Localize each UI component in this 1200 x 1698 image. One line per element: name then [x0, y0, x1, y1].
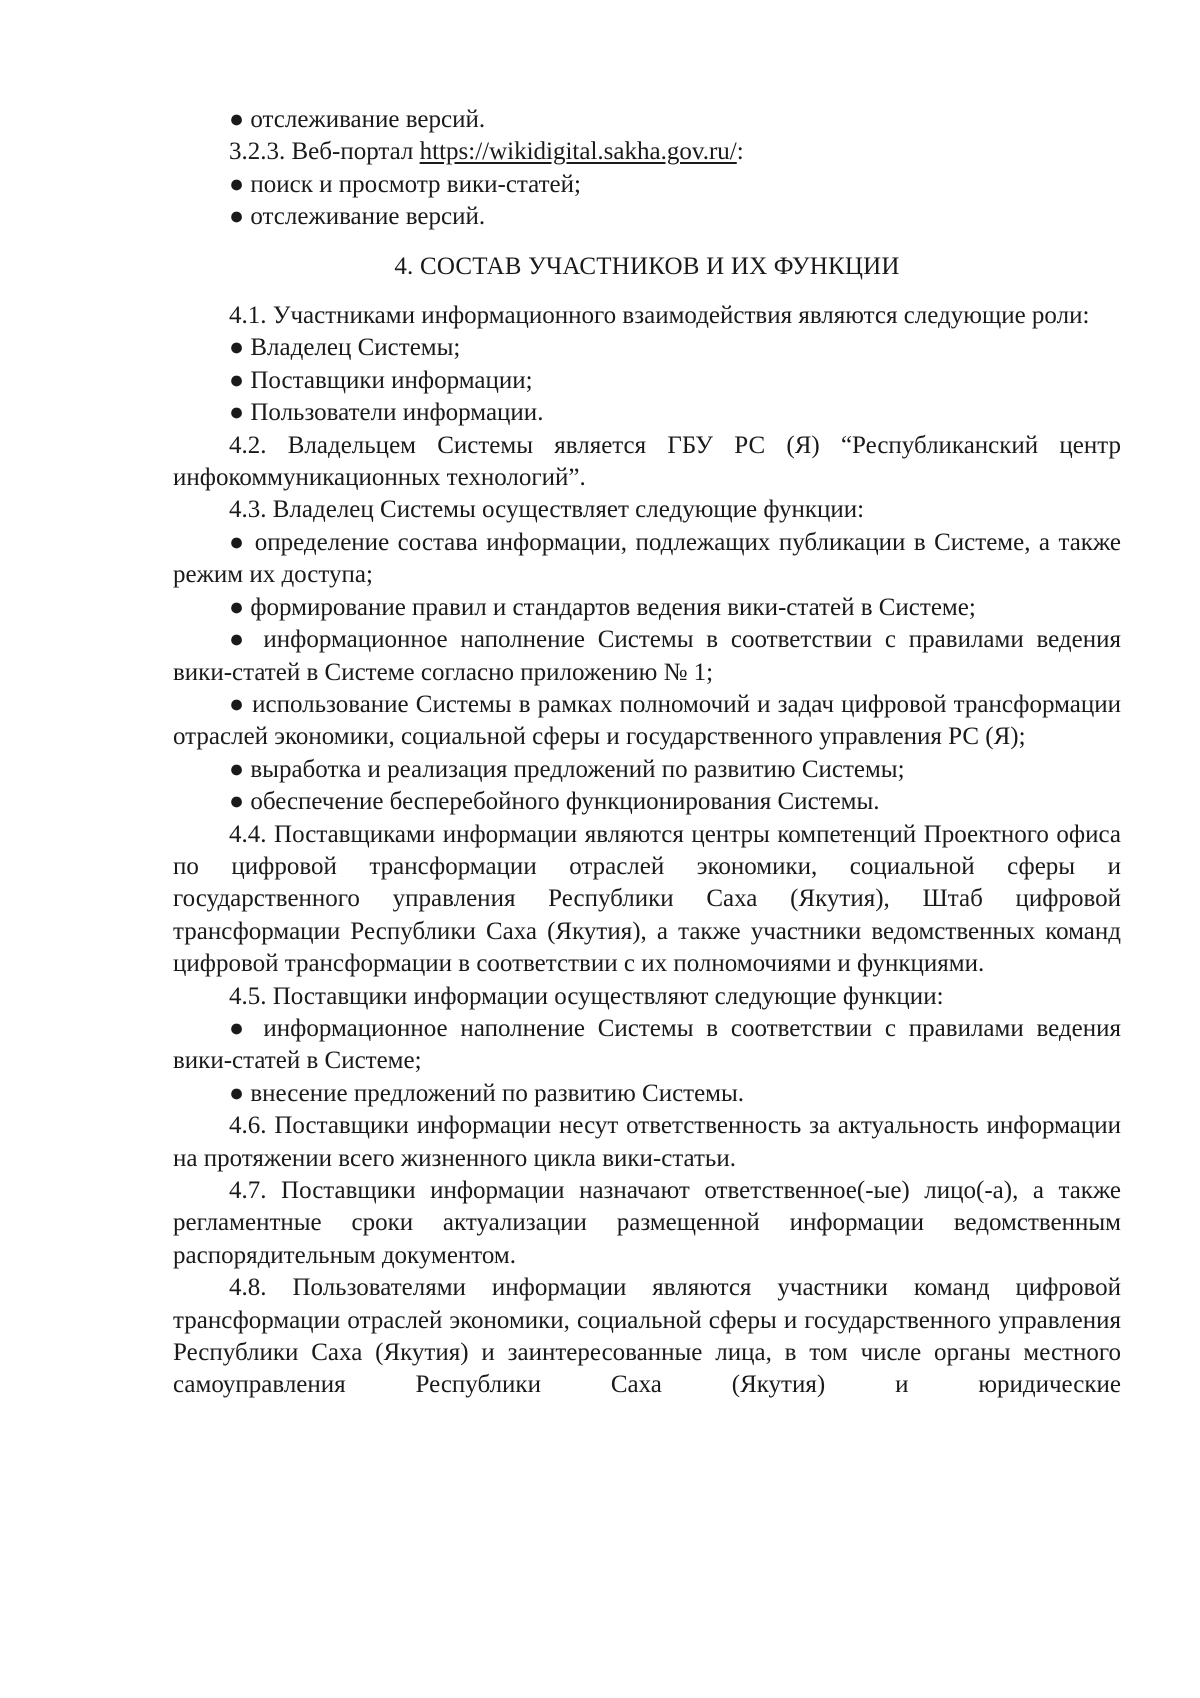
paragraph-4-5: 4.5. Поставщики информации осуществляют следующие функции:	[229, 982, 944, 1010]
paragraph-4-8: 4.8. Пользователями информации являются участники команд цифровой трансформации отраслей экономики, социальной сферы и государственного управления Республики Саха (Якутия) и заинтересованные лица, в том числе органы местного самоуправления Республики Саха (Якутия) и юридические	[173, 1274, 1121, 1399]
item-3-2-3-suffix: :	[736, 138, 744, 166]
paragraph-4-4: 4.4. Поставщиками информации являются центры компетенций Проектного офиса по цифровой трансформации отраслей экономики, социальной сферы и государственного управления Республики Саха (Якутия), Штаб цифровой трансформации Республики Саха (Якутия), а также участники ведомственных команд цифровой трансформации в соответствии с их полномочиями и функциями.	[173, 820, 1121, 978]
paragraph-4-3: 4.3. Владелец Системы осуществляет следующие функции:	[229, 496, 865, 524]
bullet-search-view: ● поиск и просмотр вики-статей;	[229, 170, 581, 198]
bullet-4-3-rules: ● формирование правил и стандартов ведения вики-статей в Системе;	[229, 593, 976, 621]
bullet-4-5-proposals: ● внесение предложений по развитию Системы.	[229, 1079, 745, 1107]
bullet-version-tracking-1: ● отслеживание версий.	[229, 106, 486, 133]
bullet-4-3-usage: ● использование Системы в рамках полномочий и задач цифровой трансформации отраслей экономики, социальной сферы и государственного управления РС (Я);	[173, 690, 1121, 751]
bullet-version-tracking-2: ● отслеживание версий.	[229, 203, 486, 231]
paragraph-4-2: 4.2. Владельцем Системы является ГБУ РС (Я) “Республиканский центр инфокоммуникационных технологий”.	[173, 431, 1121, 492]
bullet-suppliers: ● Поставщики информации;	[229, 366, 533, 394]
paragraph-4-1: 4.1. Участниками информационного взаимодействия являются следующие роли:	[229, 302, 1090, 330]
section-4-heading: 4. СОСТАВ УЧАСТНИКОВ И ИХ ФУНКЦИИ	[394, 252, 900, 280]
item-3-2-3-prefix: 3.2.3. Веб-портал	[229, 138, 420, 166]
bullet-4-3-proposals: ● выработка и реализация предложений по развитию Системы;	[229, 755, 905, 783]
item-3-2-3	[173, 136, 1121, 168]
bullet-4-3-composition: ● определение состава информации, подлежащих публикации в Системе, а также режим их доступа;	[173, 528, 1121, 589]
wikidigital-portal-link[interactable]: https://wikidigital.sakha.gov.ru/	[419, 138, 737, 166]
document-page	[173, 104, 1121, 1402]
paragraph-4-7: 4.7. Поставщики информации назначают ответственное(-ые) лицо(-а), а также регламентные сроки актуализации размещенной информации ведомственным распорядительным документом.	[173, 1177, 1121, 1269]
bullet-owner: ● Владелец Системы;	[229, 334, 461, 362]
bullet-users: ● Пользователи информации.	[229, 399, 544, 427]
bullet-4-3-filling: ● информационное наполнение Системы в соответствии с правилами ведения вики-статей в Системе согласно приложению № 1;	[173, 626, 1121, 686]
paragraph-4-6: 4.6. Поставщики информации несут ответственность за актуальность информации на протяжении всего жизненного цикла вики-статьи.	[173, 1112, 1121, 1172]
bullet-4-3-operation: ● обеспечение бесперебойного функционирования Системы.	[229, 788, 880, 816]
bullet-4-5-filling: ● информационное наполнение Системы в соответствии с правилами ведения вики-статей в Системе;	[173, 1014, 1121, 1075]
